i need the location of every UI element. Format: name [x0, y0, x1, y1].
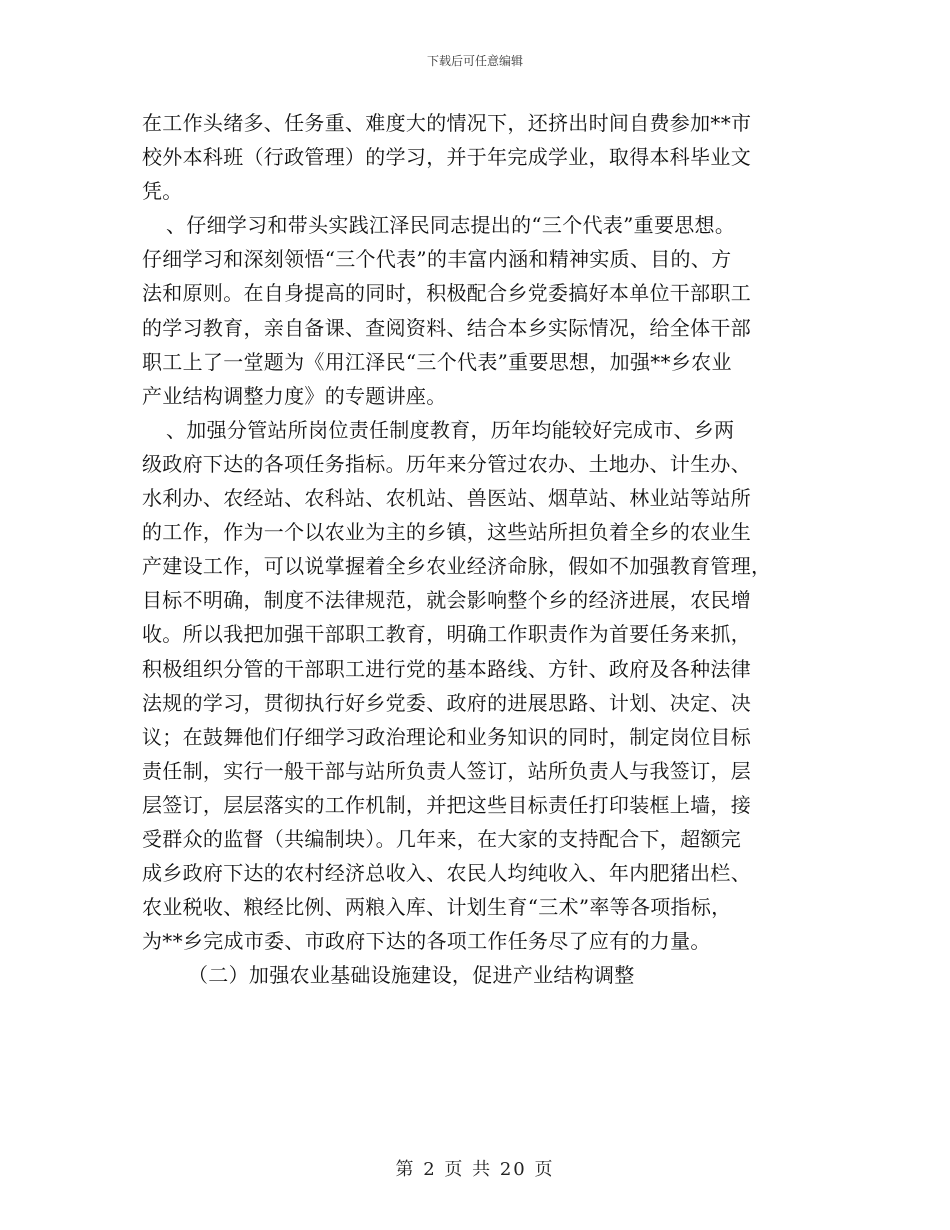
text-line: 仔细学习和深刻领悟“三个代表”的丰富内涵和精神实质、目的、方	[142, 247, 732, 272]
text-line: 校外本科班（行政管理）的学习，并于年完成学业，取得本科毕业文	[142, 145, 751, 170]
text-line: 凭。	[142, 179, 183, 204]
text-line: 的学习教育，亲自备课、查阅资料、结合本乡实际情况，给全体干部	[142, 315, 751, 340]
text-line: 为**乡完成市委、市政府下达的各项工作任务尽了应有的力量。	[142, 929, 711, 954]
text-line: 产建设工作，可以说掌握着全乡农业经济命脉，假如不加强教育管理，	[142, 554, 772, 579]
paragraph-1	[142, 106, 812, 208]
section-heading: （二）加强农业基础设施建设，促进产业结构调整	[188, 963, 635, 988]
text-line: 的工作，作为一个以农业为主的乡镇，这些站所担负着全乡的农业生	[142, 520, 751, 545]
paragraph-2	[142, 208, 812, 413]
text-line: 收。所以我把加强干部职工教育，明确工作职责作为首要任务来抓，	[142, 622, 751, 647]
text-line: 受群众的监督（共编制块）。几年来，在大家的支持配合下，超额完	[142, 826, 741, 851]
text-line: 目标不明确，制度不法律规范，就会影响整个乡的经济进展，农民增	[142, 588, 751, 613]
page-header: 下载后可任意编辑	[426, 54, 523, 68]
paragraph-3	[142, 413, 812, 959]
text-line: 法规的学习，贯彻执行好乡党委、政府的进展思路、计划、决定、决	[142, 690, 751, 715]
text-line: 议；在鼓舞他们仔细学习政治理论和业务知识的同时，制定岗位目标	[142, 724, 751, 749]
page-footer: 第 2 页 共 20 页	[395, 1159, 555, 1180]
text-line: 、仔细学习和带头实践江泽民同志提出的“三个代表”重要思想。	[166, 213, 736, 238]
text-line: 层签订，层层落实的工作机制，并把这些目标责任打印装框上墙，接	[142, 792, 751, 817]
text-line: 责任制，实行一般干部与站所负责人签订，站所负责人与我签订，层	[142, 758, 751, 783]
text-line: 水利办、农经站、农科站、农机站、兽医站、烟草站、林业站等站所	[142, 486, 751, 511]
body-text	[142, 106, 812, 992]
text-line: 产业结构调整力度》的专题讲座。	[142, 383, 447, 408]
section-heading-block	[142, 958, 812, 992]
text-line: 职工上了一堂题为《用江泽民“三个代表”重要思想，加强**乡农业	[142, 349, 732, 374]
text-line: 成乡政府下达的农村经济总收入、农民人均纯收入、年内肥猪出栏、	[142, 861, 751, 886]
text-line: 农业税收、粮经比例、两粮入库、计划生育“三术”率等各项指标，	[142, 895, 732, 920]
text-line: 在工作头绪多、任务重、难度大的情况下，还挤出时间自费参加**市	[142, 111, 752, 135]
text-line: 法和原则。在自身提高的同时，积极配合乡党委搞好本单位干部职工	[142, 281, 751, 306]
text-line: 积极组织分管的干部职工进行党的基本路线、方针、政府及各种法律	[142, 656, 751, 681]
text-line: 级政府下达的各项任务指标。历年来分管过农办、土地办、计生办、	[142, 451, 751, 476]
text-line: 、加强分管站所岗位责任制度教育，历年均能较好完成市、乡两	[166, 417, 735, 442]
